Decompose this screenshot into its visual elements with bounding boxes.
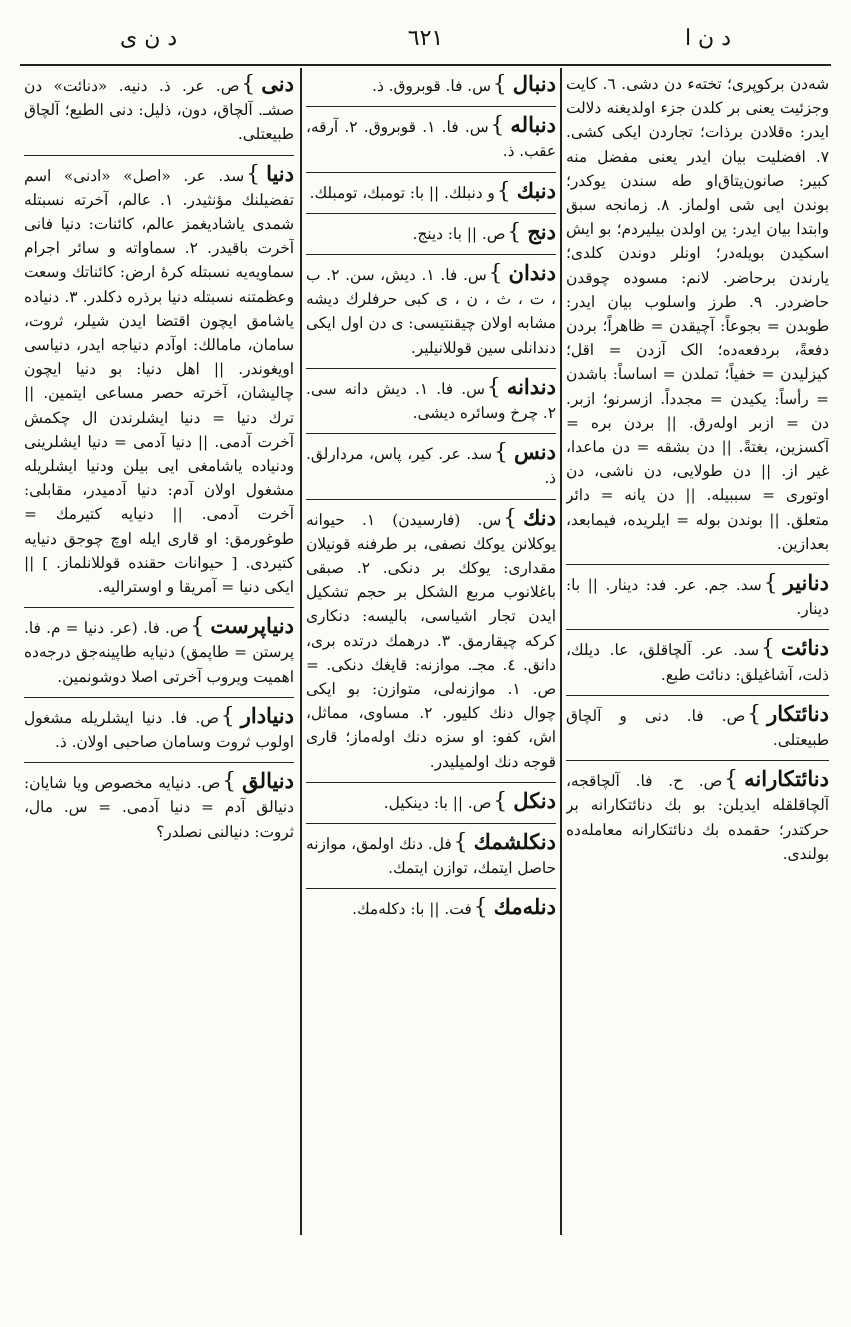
entry-definition: و دنبلك. || با: تومبك، تومبلك. [309, 183, 495, 202]
dictionary-entry [306, 220, 556, 246]
dictionary-entry [566, 767, 829, 866]
entry-separator [306, 106, 556, 107]
brace-glyph: } [246, 161, 261, 187]
entry-headword: دنی [261, 72, 294, 96]
header-rule [20, 64, 831, 66]
entry-definition: شەدن برکوپری؛ تختەء دن دشی. ٦. کایت وجزئیت یعنی بر کلدن جزء اولدیغنه دلالت ایدر: ەقلادن برذات؛ تجاردن ایکی کشی. ٧. افضلیت بیان ایدر یعنی مفضل منه‌ کبیر: صانون‌یتاق‌او طه‌ سندن یوکدر؛ بوندن ایی شی اولماز. ٨. زمانجه سبق وابتدا بیان ایدر: ین اولدن بیلیردم؛ بو ایش اسکیدن بویلەدر؛ اونلر دوندن کلدی؛ یارندن برحاضر. لانم: مسوده چوقدن حاضردر. ٩. طرز واسلوب بیان ایدر: طوبدن = بجوعاً: آچیقدن = ظاهراً؛ بردن دفعةً، بردفعەده؛ الک آزدن = اقل؛ کیزلیدن = خفیاً؛ تملدن = اساساً: باشدن = رأساً: یکیدن = مجدداً. ازسرنو؛ ازبر. دن = ازبر اولەرق. || بردن بره = آکسزین، بغتةً. || دن بشقه = دن ماعدا، غیر از. || دن طولایی، دن ناشی، دن اوتوری = سببیله. || دن یانه = دائر متعلق. || بوندن بوله = ایلریده، فیمابعد، بعدازین. [566, 75, 829, 553]
entry-definition: ص. فا. دنیا ایشلریله مشغول اولوب ثروت وسامان صاحبی اولان. ذ. [24, 708, 294, 752]
entry-separator [306, 888, 556, 889]
entry-separator [566, 564, 829, 565]
dictionary-entry [306, 375, 556, 425]
entry-headword: دندانه [506, 373, 556, 399]
entry-definition: فل. دنك اولمق، موازنه حاصل ایتمك، توازن ایتمك. [306, 835, 556, 878]
brace-glyph: } [724, 767, 739, 793]
entry-headword: دنانیر [783, 570, 829, 596]
entry-definition: س. فا. قوبروق. ذ. [372, 77, 491, 95]
entry-headword: دنائتکار [767, 700, 829, 726]
brace-glyph: } [493, 788, 508, 814]
brace-glyph: } [220, 703, 235, 729]
entry-separator [306, 368, 556, 369]
dictionary-entry [306, 261, 556, 360]
brace-glyph: } [473, 895, 488, 921]
entry-headword: دنیالق [242, 768, 294, 794]
entry-separator [306, 172, 556, 173]
brace-glyph: } [503, 505, 518, 531]
entry-definition: س. (فارسیدن) ١. حیوانه یوکلانن یوکك نصفی، بر طرفنه قونیلان مقداری: یوکك بر دنکی. ٢. صبقی باغلانوب مربع الشکل بر حجم تشکیل ایدن تجار اشیاسی، بالیسه: دنکاری کرکه چیقارمق. ٣. درهمك درتده بری، دانق. ٤. مجـ. موازنه: قایغك دنکی. = ص. ١. موازنەلی، متوازن: بو ایکی چوال دنك کلیور. ٢. مساوی، مماثل، اش، کفو: او سزه دنك اولەماز؛ قاری قوجه دنك اولمیلیدر. [306, 510, 556, 771]
entry-separator [24, 697, 294, 698]
column-middle [306, 72, 556, 1232]
entry-definition: س. فا. ١. قوبروق. ٢. آرقه، عقب. ذ. [306, 118, 556, 161]
column-divider-left [300, 68, 302, 1235]
entry-separator [24, 607, 294, 608]
brace-glyph: } [494, 440, 509, 466]
dictionary-entry [24, 162, 294, 600]
page-number: ٦٢١ [407, 26, 444, 51]
column-right [566, 72, 829, 1232]
brace-glyph: } [490, 113, 505, 139]
brace-glyph: } [496, 178, 511, 204]
dictionary-entry [306, 506, 556, 774]
entry-separator [566, 760, 829, 761]
entry-definition: ص. ح. فا. آلچاقجه، آلچاقلقله ایدیلن: بو بك دنائتکارانه بر حرکتدر؛ حقمده بك دنائتکارانه معامله‌ده بولندی. [566, 772, 829, 863]
brace-glyph: } [190, 614, 205, 640]
column-left [24, 72, 294, 1232]
entry-definition: ص. فا. (عر. دنیا = م. فا. پرستن = طاپمق) دنیایه طاپینه‌جق درجه‌ده اهمیت ویروب آخرتی اصلا دوشونمین. [24, 619, 294, 686]
entry-headword: دنج [527, 218, 556, 244]
entry-separator [24, 155, 294, 156]
entry-separator [24, 762, 294, 763]
entry-definition: سد. جم. عر. فد: دینار. || با: دینار. [566, 576, 829, 619]
brace-glyph: } [760, 636, 775, 662]
brace-glyph: } [222, 769, 237, 795]
entry-headword: دنائت [780, 635, 829, 661]
entry-headword: دنس [514, 439, 556, 465]
dictionary-entry [306, 72, 556, 98]
entry-definition: ص. || با: دینج. [412, 224, 506, 243]
entry-headword: دنکل [513, 787, 556, 813]
entry-definition: سد. عر. «اصل» «ادنی» اسم تفضیلنك مؤنثیدر. ١. عالم، آخرته نسبتله شمدی یاشادیغمز عالم، کائنات: دنیا فانی آخرت باقیدر. ٢. سماواته و سائر اجرام سماویەیه نسبتله کرهٔ ارض: کائناتك وسعت وعظمتنه نسبتله دنیا برذره دکلدر. ٣. دنیاده یاشامق ایچون اقتضا ایدن شیلر، ثروت، سامان، مامالك: اوآدم دنیاجه ایدر، دنیاسی اویغوندر. || اهل دنیا: بو دنیا ایچون چالیشان، آخرته حصر مساعی ایتمین. || ترك دنیا = دنیا ایشلرندن ال چکمش آخرت آدمی. || دنیا آدمی = دنیا ایشلرینی ودنیاده یاشامغی ایی بیلن ودنیا ایشلریله مشغول اولان آدم: دنیا آدمیدر، مقابلی: آخرت آدمی. || دنیایه کتیرمك = طوغورمق: او قاری ایله اوچ چوجق دنیایه کتیردی. [ حیوانات حقنده قوللانلماز. ] || ایکی دنیا = آمریقا و اوسترالیه. [24, 166, 294, 597]
entry-definition: سد. عر. کیر، پاس، مردارلق. ذ. [306, 445, 556, 488]
entry-headword: دنیادار [240, 702, 294, 728]
entry-headword: دندان [508, 260, 556, 286]
entry-definition: سد. عر. آلچاقلق، عا. دیلك، ذلت، آشاغیلق: دنائت طبع. [566, 641, 829, 684]
entry-headword: دنیاپرست [210, 613, 294, 639]
entry-separator [306, 499, 556, 500]
dictionary-entry [306, 830, 556, 880]
entry-definition: ص. || با: دینکیل. [383, 793, 492, 812]
dictionary-entry [306, 113, 556, 163]
entry-separator [306, 254, 556, 255]
entry-separator [306, 213, 556, 214]
entry-definition: ص. دنیایه مخصوص ویا شایان: دنیالق آدم = دنیا آدمی. = س. مال، ثروت: دنیالنی نصلدر؟ [24, 774, 294, 841]
entry-separator [566, 629, 829, 630]
dictionary-entry [306, 179, 556, 205]
dictionary-entry [306, 789, 556, 815]
dictionary-entry [566, 636, 829, 686]
page-header [20, 20, 831, 64]
header-right-letters: د ن ا [684, 26, 731, 51]
entry-headword: دنباله [510, 112, 556, 138]
dictionary-entry [306, 440, 556, 490]
entry-separator [306, 433, 556, 434]
dictionary-entry [566, 702, 829, 752]
header-left-letters: د ن ی [120, 26, 178, 51]
entry-definition: س. فا. ١. دیش، سن. ٢. ب ، ت ، ث ، ن ، ی کبی حرفلرك دیشه مشابه اولان چیقنتیسی: ی دن اول ایکی دندانلی سین قوللانیلیر. [306, 266, 556, 357]
brace-glyph: } [492, 72, 507, 97]
column-divider-right [560, 68, 562, 1235]
entry-definition: ص. فا. دنی و آلچاق طبیعتلی. [566, 706, 829, 750]
entry-headword: دنیا [266, 160, 294, 186]
brace-glyph: } [747, 701, 762, 727]
entry-headword: دنلەمك [493, 894, 556, 920]
brace-glyph: } [453, 830, 468, 856]
entry-headword: دنائتکارانه [744, 766, 829, 792]
dictionary-entry [24, 704, 294, 754]
entry-definition: س. فا. ١. دیش دانه سی. ٢. چرخ وسائره دیشی. [306, 379, 556, 423]
brace-glyph: } [488, 261, 503, 287]
dictionary-entry [24, 72, 294, 147]
entry-separator [306, 823, 556, 824]
brace-glyph: } [241, 72, 256, 97]
dictionary-entry [306, 895, 556, 921]
entry-definition: فت. || با: دکلەمك. [352, 900, 472, 919]
dictionary-entry [566, 72, 829, 556]
entry-separator [566, 695, 829, 696]
brace-glyph: } [763, 571, 778, 597]
entry-definition: ص. عر. ذ. دنیه. «دنائت» دن صشـ. آلچاق، دون، ذلیل: دنی الطبع؛ آلچاق طبیعتلی. [24, 77, 294, 144]
entry-separator [306, 782, 556, 783]
brace-glyph: } [507, 219, 522, 245]
entry-headword: دنبال [512, 72, 556, 96]
entry-headword: دنك [523, 504, 556, 530]
dictionary-entry [566, 571, 829, 621]
entry-headword: دنبك [516, 177, 556, 203]
dictionary-entry [24, 769, 294, 844]
dictionary-entry [24, 614, 294, 689]
entry-headword: دنکلشمك [473, 829, 556, 855]
brace-glyph: } [486, 374, 501, 400]
